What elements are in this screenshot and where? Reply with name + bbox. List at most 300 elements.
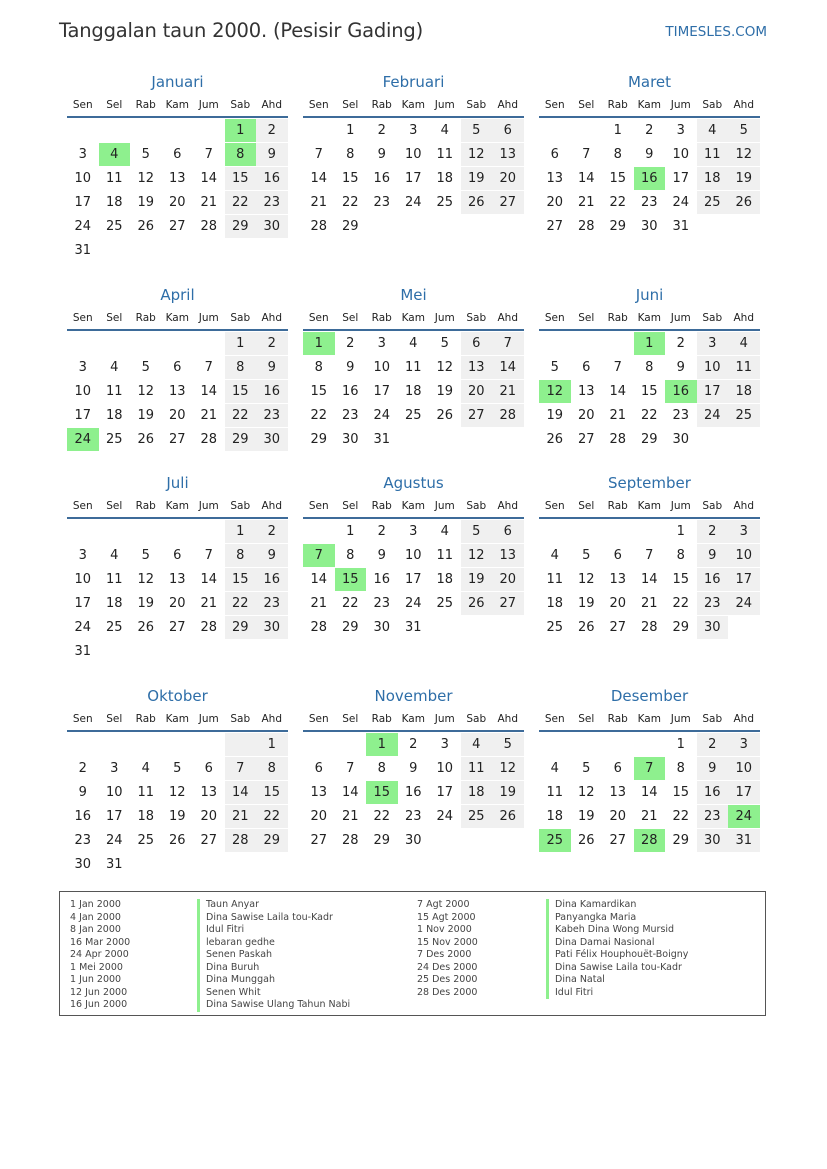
day-cell: 11	[546, 785, 564, 800]
day-cell: 15	[672, 572, 690, 587]
empty-cell	[225, 239, 257, 262]
month-name: Maret	[627, 73, 672, 91]
weekday-label: Ahd	[261, 500, 282, 512]
day-cell: 24	[697, 404, 729, 427]
weekday-label: Kam	[165, 713, 189, 725]
day-cell: 23	[74, 833, 92, 848]
legend-date: 7 Agt 2000	[417, 899, 470, 910]
weekday-label: Jum	[434, 312, 455, 324]
day-cell: 19	[728, 167, 760, 190]
day-cell: 18	[546, 809, 564, 824]
day-cell: 7	[492, 332, 524, 355]
day-cell: 21	[200, 408, 218, 423]
day-cell: 22	[225, 191, 257, 214]
day-cell: 27	[577, 432, 595, 447]
day-cell: 4	[141, 761, 150, 776]
day-cell: 9	[697, 544, 729, 567]
empty-cell	[162, 733, 194, 756]
weekday-label: Sab	[466, 99, 487, 111]
day-cell: 30	[697, 616, 729, 639]
weekday-label: Kam	[637, 99, 661, 111]
empty-cell	[634, 520, 666, 543]
day-cell: 2	[256, 332, 288, 355]
day-cell: 12	[492, 757, 524, 780]
day-cell: 23	[256, 404, 288, 427]
day-cell: 13	[200, 785, 218, 800]
weekday-label: Sen	[308, 713, 329, 725]
day-cell: 12	[577, 572, 595, 587]
day-cell: 25	[728, 404, 760, 427]
day-cell: 30	[697, 829, 729, 852]
week-row	[539, 355, 760, 379]
month-februari	[303, 72, 524, 238]
empty-cell	[728, 428, 760, 451]
day-cell: 23	[256, 191, 288, 214]
day-cell: 13	[546, 171, 564, 186]
day-cell: 25	[137, 833, 155, 848]
month-oktober	[67, 686, 288, 876]
day-cell: 20	[609, 596, 627, 611]
legend-holiday-name: Senen Paskah	[197, 949, 350, 962]
month-name: Agustus	[383, 474, 444, 492]
month-september	[539, 473, 760, 639]
day-cell: 16	[634, 167, 666, 190]
day-cell: 2	[377, 123, 386, 138]
weekday-label: Sen	[72, 312, 93, 324]
day-cell: 31	[74, 644, 92, 659]
day-cell: 3	[78, 147, 87, 162]
day-cell: 7	[225, 757, 257, 780]
day-cell: 29	[341, 219, 359, 234]
month-name: Februari	[382, 73, 445, 91]
week-row	[303, 403, 524, 427]
weekday-label: Sel	[106, 713, 123, 725]
legend-holiday-name: Dina Natal	[546, 974, 688, 987]
weekday-label: Sel	[106, 312, 123, 324]
day-cell: 30	[74, 857, 92, 872]
day-cell: 26	[492, 805, 524, 828]
page-title: Tanggalan taun 2000. (Pesisir Gading)	[59, 19, 423, 42]
day-cell: 14	[640, 785, 658, 800]
week-row	[67, 567, 288, 591]
day-cell: 24	[672, 195, 690, 210]
day-cell: 5	[728, 119, 760, 142]
day-cell: 6	[613, 761, 622, 776]
day-cell: 20	[609, 809, 627, 824]
day-cell: 30	[341, 432, 359, 447]
week-row	[67, 852, 288, 876]
day-cell: 3	[440, 737, 449, 752]
weekday-label: Rab	[371, 500, 392, 512]
day-cell: 14	[492, 356, 524, 379]
day-cell: 13	[168, 384, 186, 399]
weekday-label: Sen	[308, 500, 329, 512]
legend-date: 1 Nov 2000	[417, 924, 472, 935]
day-cell: 3	[409, 123, 418, 138]
day-cell: 17	[728, 781, 760, 804]
weekday-label: Rab	[135, 99, 156, 111]
week-row	[303, 190, 524, 214]
day-cell: 2	[78, 761, 87, 776]
day-cell: 11	[105, 572, 123, 587]
weekday-header	[67, 307, 288, 329]
weekday-label: Sab	[230, 312, 251, 324]
day-cell: 15	[225, 167, 257, 190]
weekday-header	[539, 307, 760, 329]
empty-cell	[99, 332, 131, 355]
empty-cell	[225, 853, 257, 876]
weekday-header	[539, 94, 760, 116]
day-cell: 31	[728, 829, 760, 852]
day-cell: 29	[672, 833, 690, 848]
day-cell: 24	[105, 833, 123, 848]
day-cell: 30	[404, 833, 422, 848]
day-cell: 19	[168, 809, 186, 824]
empty-cell	[225, 640, 257, 663]
legend-holiday-name: Pati Félix Houphouët-Boigny	[546, 949, 688, 962]
day-cell: 14	[577, 171, 595, 186]
day-cell: 1	[346, 123, 355, 138]
day-cell: 3	[78, 548, 87, 563]
weekday-header	[67, 495, 288, 517]
day-cell: 20	[546, 195, 564, 210]
empty-cell	[571, 520, 603, 543]
weekday-label: Jum	[434, 713, 455, 725]
weekday-label: Ahd	[497, 312, 518, 324]
day-cell: 2	[346, 336, 355, 351]
legend-holiday-name: Senen Whit	[197, 987, 350, 1000]
day-cell: 9	[346, 360, 355, 375]
empty-cell	[335, 733, 367, 756]
day-cell: 11	[436, 548, 454, 563]
day-cell: 15	[225, 380, 257, 403]
day-cell: 2	[697, 733, 729, 756]
day-cell: 8	[645, 360, 654, 375]
weekday-label: Sel	[578, 713, 595, 725]
weekday-label: Ahd	[733, 713, 754, 725]
empty-cell	[99, 520, 131, 543]
weekday-label: Ahd	[261, 312, 282, 324]
weekday-label: Sen	[544, 312, 565, 324]
day-cell: 31	[373, 432, 391, 447]
day-cell: 19	[436, 384, 454, 399]
month-agustus	[303, 473, 524, 639]
day-cell: 24	[74, 620, 92, 635]
day-cell: 8	[676, 548, 685, 563]
day-cell: 17	[672, 171, 690, 186]
day-cell: 9	[676, 360, 685, 375]
day-cell: 27	[546, 219, 564, 234]
day-cell: 20	[577, 408, 595, 423]
month-juli	[67, 473, 288, 663]
day-cell: 4	[461, 733, 493, 756]
day-cell: 10	[436, 761, 454, 776]
day-cell: 27	[492, 191, 524, 214]
empty-cell	[193, 332, 225, 355]
day-cell: 15	[609, 171, 627, 186]
day-cell: 27	[168, 219, 186, 234]
day-cell: 14	[200, 171, 218, 186]
day-cell: 24	[728, 805, 760, 828]
day-cell: 27	[168, 432, 186, 447]
day-cell: 12	[728, 143, 760, 166]
week-row	[67, 427, 288, 451]
day-cell: 7	[314, 147, 323, 162]
weekday-label: Sen	[308, 99, 329, 111]
day-cell: 30	[256, 428, 288, 451]
day-cell: 15	[341, 171, 359, 186]
day-cell: 18	[436, 171, 454, 186]
legend-date: 1 Jun 2000	[70, 974, 122, 985]
weekday-label: Ahd	[497, 713, 518, 725]
month-name: Juni	[635, 286, 664, 304]
weekday-label: Jum	[434, 500, 455, 512]
day-cell: 9	[645, 147, 654, 162]
day-cell: 31	[105, 857, 123, 872]
day-cell: 5	[440, 336, 449, 351]
day-cell: 7	[613, 360, 622, 375]
day-cell: 23	[404, 809, 422, 824]
weekday-label: Sel	[342, 500, 359, 512]
day-cell: 31	[74, 243, 92, 258]
week-row	[303, 543, 524, 567]
empty-cell	[256, 640, 288, 663]
day-cell: 6	[204, 761, 213, 776]
empty-cell	[303, 119, 335, 142]
weekday-label: Sen	[544, 713, 565, 725]
day-cell: 15	[640, 384, 658, 399]
week-row	[303, 166, 524, 190]
day-cell: 20	[168, 596, 186, 611]
day-cell: 7	[634, 757, 666, 780]
day-cell: 11	[105, 384, 123, 399]
day-cell: 29	[640, 432, 658, 447]
month-name: April	[160, 286, 195, 304]
legend-date: 15 Agt 2000	[417, 911, 476, 923]
weekday-label: Kam	[165, 99, 189, 111]
weekday-label: Sel	[578, 500, 595, 512]
day-cell: 9	[256, 544, 288, 567]
day-cell: 18	[105, 195, 123, 210]
day-cell: 1	[676, 524, 685, 539]
weekday-label: Sab	[702, 713, 723, 725]
week-row	[67, 166, 288, 190]
weekday-label: Sab	[230, 500, 251, 512]
day-cell: 18	[697, 167, 729, 190]
empty-cell	[162, 332, 194, 355]
week-row	[67, 780, 288, 804]
weekday-label: Sen	[544, 99, 565, 111]
week-row	[67, 214, 288, 238]
day-cell: 23	[373, 195, 391, 210]
day-cell: 25	[539, 829, 571, 852]
week-row	[67, 403, 288, 427]
month-januari	[67, 72, 288, 262]
day-cell: 17	[697, 380, 729, 403]
day-cell: 25	[404, 408, 422, 423]
day-cell: 14	[609, 384, 627, 399]
empty-cell	[130, 640, 162, 663]
day-cell: 11	[436, 147, 454, 162]
legend-holiday-name: Dina Munggah	[197, 974, 350, 987]
day-cell: 19	[137, 408, 155, 423]
day-cell: 19	[492, 781, 524, 804]
day-cell: 30	[373, 620, 391, 635]
day-cell: 4	[440, 123, 449, 138]
week-row	[67, 118, 288, 142]
weekday-header	[303, 94, 524, 116]
day-cell: 19	[577, 809, 595, 824]
week-row	[67, 639, 288, 663]
empty-cell	[193, 640, 225, 663]
day-cell: 31	[672, 219, 690, 234]
week-row	[539, 142, 760, 166]
day-cell: 26	[168, 833, 186, 848]
day-cell: 16	[404, 785, 422, 800]
day-cell: 25	[697, 191, 729, 214]
weekday-label: Sab	[702, 500, 723, 512]
day-cell: 24	[436, 809, 454, 824]
day-cell: 26	[436, 408, 454, 423]
day-cell: 23	[373, 596, 391, 611]
day-cell: 6	[173, 147, 182, 162]
weekday-label: Rab	[371, 99, 392, 111]
day-cell: 14	[200, 572, 218, 587]
month-april	[67, 285, 288, 451]
weekday-label: Sel	[342, 713, 359, 725]
weekday-label: Jum	[670, 713, 691, 725]
weekday-header	[539, 495, 760, 517]
weekday-label: Jum	[198, 99, 219, 111]
empty-cell	[366, 215, 398, 238]
empty-cell	[571, 332, 603, 355]
weekday-label: Sab	[466, 500, 487, 512]
weekday-label: Rab	[607, 500, 628, 512]
week-row	[539, 804, 760, 828]
day-cell: 8	[256, 757, 288, 780]
empty-cell	[697, 428, 729, 451]
day-cell: 4	[99, 143, 131, 166]
day-cell: 11	[404, 360, 422, 375]
empty-cell	[398, 215, 430, 238]
day-cell: 9	[256, 356, 288, 379]
day-cell: 19	[577, 596, 595, 611]
day-cell: 18	[546, 596, 564, 611]
day-cell: 26	[461, 191, 493, 214]
empty-cell	[539, 332, 571, 355]
week-row	[67, 190, 288, 214]
brand-link[interactable]: TIMESLES.COM	[665, 24, 767, 40]
empty-cell	[492, 215, 524, 238]
weekday-header	[303, 708, 524, 730]
empty-cell	[429, 215, 461, 238]
day-cell: 12	[539, 380, 571, 403]
day-cell: 10	[697, 356, 729, 379]
day-cell: 21	[609, 408, 627, 423]
day-cell: 6	[173, 548, 182, 563]
legend-right-names	[546, 899, 688, 999]
week-row	[67, 804, 288, 828]
legend-holiday-name: Dina Kamardikan	[546, 899, 688, 912]
weekday-label: Sab	[230, 99, 251, 111]
empty-cell	[429, 428, 461, 451]
day-cell: 30	[256, 616, 288, 639]
legend-date: 15 Nov 2000	[417, 936, 478, 948]
day-cell: 4	[440, 524, 449, 539]
day-cell: 3	[728, 520, 760, 543]
week-row	[67, 591, 288, 615]
empty-cell	[67, 332, 99, 355]
legend-date: 25 Des 2000	[417, 974, 478, 985]
empty-cell	[130, 733, 162, 756]
day-cell: 23	[640, 195, 658, 210]
day-cell: 1	[613, 123, 622, 138]
day-cell: 17	[728, 568, 760, 591]
day-cell: 4	[697, 119, 729, 142]
day-cell: 21	[640, 596, 658, 611]
week-row	[303, 427, 524, 451]
day-cell: 17	[74, 195, 92, 210]
day-cell: 25	[461, 805, 493, 828]
week-row	[539, 591, 760, 615]
legend-holiday-name: Idul Fitri	[197, 924, 350, 937]
weekday-label: Rab	[371, 312, 392, 324]
day-cell: 16	[74, 809, 92, 824]
day-cell: 17	[373, 384, 391, 399]
day-cell: 20	[461, 380, 493, 403]
day-cell: 9	[78, 785, 87, 800]
day-cell: 2	[256, 520, 288, 543]
day-cell: 12	[137, 572, 155, 587]
empty-cell	[130, 239, 162, 262]
weekday-label: Jum	[198, 312, 219, 324]
day-cell: 17	[105, 809, 123, 824]
month-juni	[539, 285, 760, 451]
day-cell: 6	[492, 119, 524, 142]
legend-right-dates	[417, 899, 478, 999]
legend-holiday-name: Panyangka Maria	[546, 912, 688, 925]
week-row	[67, 142, 288, 166]
empty-cell	[162, 119, 194, 142]
day-cell: 9	[697, 757, 729, 780]
day-cell: 26	[137, 219, 155, 234]
day-cell: 1	[634, 332, 666, 355]
week-row	[303, 355, 524, 379]
day-cell: 22	[341, 596, 359, 611]
day-cell: 5	[461, 520, 493, 543]
day-cell: 3	[377, 336, 386, 351]
day-cell: 28	[609, 432, 627, 447]
day-cell: 6	[550, 147, 559, 162]
day-cell: 8	[346, 548, 355, 563]
day-cell: 21	[640, 809, 658, 824]
day-cell: 22	[225, 404, 257, 427]
day-cell: 28	[200, 620, 218, 635]
day-cell: 11	[728, 356, 760, 379]
empty-cell	[67, 520, 99, 543]
day-cell: 5	[141, 360, 150, 375]
day-cell: 20	[200, 809, 218, 824]
week-row	[67, 355, 288, 379]
day-cell: 5	[461, 119, 493, 142]
day-cell: 29	[225, 215, 257, 238]
empty-cell	[602, 733, 634, 756]
weekday-label: Sab	[466, 312, 487, 324]
week-row	[303, 214, 524, 238]
day-cell: 5	[582, 548, 591, 563]
day-cell: 22	[640, 408, 658, 423]
day-cell: 4	[110, 360, 119, 375]
